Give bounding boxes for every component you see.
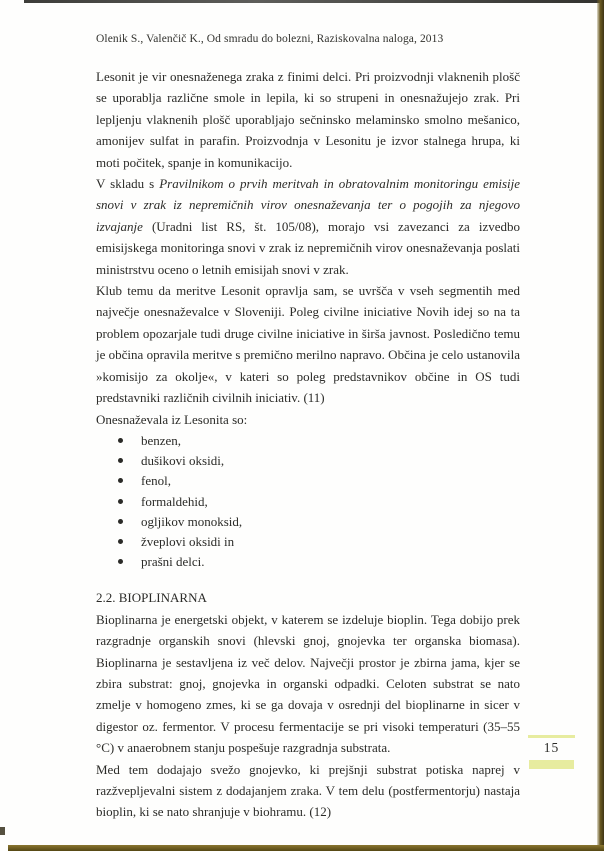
list-item xyxy=(96,431,520,451)
page-number: 15 xyxy=(543,740,560,755)
page-number-block xyxy=(527,735,576,769)
section-heading-bioplinarna: 2.2. BIOPLINARNA xyxy=(96,590,207,606)
paragraph-measurements: Klub temu da meritve Lesonit opravlja sam, se uvršča v vseh segmentih med največje onesnaževalce v Sloveniji. Poleg civilne iniciative Novih idej so na ta problem opozarjale tudi druge civilne iniciative in širša javnost. Posledično temu je občina opravila meritve s premično merilno napravo. Občina je celo ustanovila »komisijo za okolje«, v kateri so poleg predstavnikov občine in OS tudi predstavniki različnih civilnih iniciativ. (11) xyxy=(96,283,520,406)
regulation-title-italic: Pravilnikom o prvih meritvah in obratovalnim monitoringu emisije snovi v zrak iz nepremičnih virov onesnaževanja ter o pogojih za njegovo izvajanje xyxy=(96,176,520,234)
list-item-label: benzen, xyxy=(141,432,182,448)
bullet-icon xyxy=(118,519,123,524)
list-item-label: dušikovi oksidi, xyxy=(141,453,225,469)
running-header: Olenik S., Valenčič K., Od smradu do bolezni, Raziskovalna naloga, 2013 xyxy=(96,33,444,45)
highlight-strip-bottom xyxy=(529,760,574,769)
bullet-icon xyxy=(118,438,123,443)
bullet-icon xyxy=(118,559,123,564)
list-item xyxy=(96,492,520,512)
bullet-icon xyxy=(118,539,123,544)
pollutant-list xyxy=(96,431,520,572)
list-item-label: prašni delci. xyxy=(141,554,205,570)
scan-edge-bottom xyxy=(8,845,604,851)
list-item xyxy=(96,552,520,572)
list-item xyxy=(96,471,520,491)
list-item xyxy=(96,532,520,552)
scan-edge-right xyxy=(597,0,604,851)
paragraph-postfermentor: Med tem dodajajo svežo gnojevko, ki prejšnji substrat potiska naprej v razžvepljevalni sistem z dodajanjem zraka. V tem delu (postfermentorju) nastaja bioplin, ki se nato shranjuje v biohramu. (12) xyxy=(96,761,520,820)
bullet-icon xyxy=(118,499,123,504)
page-content xyxy=(96,0,520,823)
bullet-icon xyxy=(118,478,123,483)
regulation-text-pre: V skladu s xyxy=(96,176,160,192)
pollutant-list-intro: Onesnaževala iz Lesonita so: xyxy=(96,411,248,427)
list-item-label: formaldehid, xyxy=(141,493,208,509)
list-item xyxy=(96,451,520,471)
list-item-label: fenol, xyxy=(141,473,171,489)
bullet-icon xyxy=(118,458,123,463)
paragraph-lesonit-pollution: Lesonit je vir onesnaženega zraka z finimi delci. Pri proizvodnji vlaknenih plošč se uporablja različne smole in lepila, ki so strupeni in onesnažujejo zrak. Pri lepljenju vlaknenih plošč uporabljajo sečninsko melaminsko smolno mešanico, amonijev sulfat in parafin. Proizvodnja v Lesonitu je izvor stalnega hrupa, ki moti počitek, spanje in komunikacijo. xyxy=(96,69,520,170)
regulation-text-post: (Uradni list RS, št. 105/08), morajo vsi zavezanci za izvedbo emisijskega monitoringa snovi v zrak iz nepremičnih virov onesnaževanja poslati ministrstvu oceno o letnih emisijah snovi v zrak. xyxy=(96,218,520,277)
list-item xyxy=(96,512,520,532)
scan-artifact-mark xyxy=(0,827,5,835)
list-item-label: žveplovi oksidi in xyxy=(141,533,235,549)
paragraph-biogas-plant: Bioplinarna je energetski objekt, v katerem se izdeluje bioplin. Tega dobijo prek razgradnje organskih snovi (hlevski gnoj, gnojevka ter organska biomasa). Bioplinarna je sestavljena iz več delov. Največji prostor je zbirna jama, kjer se zbira substrat: gnoj, gnojevka in organski odpadki. Celoten substrat se nato zmelje v homogeno zmes, ki se ga dovaja v osrednji del bioplinarne in sicer v digestor oz. fermentor. V procesu fermentacije se pri visoki temperaturi (35–55 °C) v anaerobnem stanju pospešuje razgradnja substrata. xyxy=(96,611,520,756)
list-item-label: ogljikov monoksid, xyxy=(141,513,243,529)
paragraph-regulation xyxy=(96,173,520,280)
body-text xyxy=(96,66,520,823)
